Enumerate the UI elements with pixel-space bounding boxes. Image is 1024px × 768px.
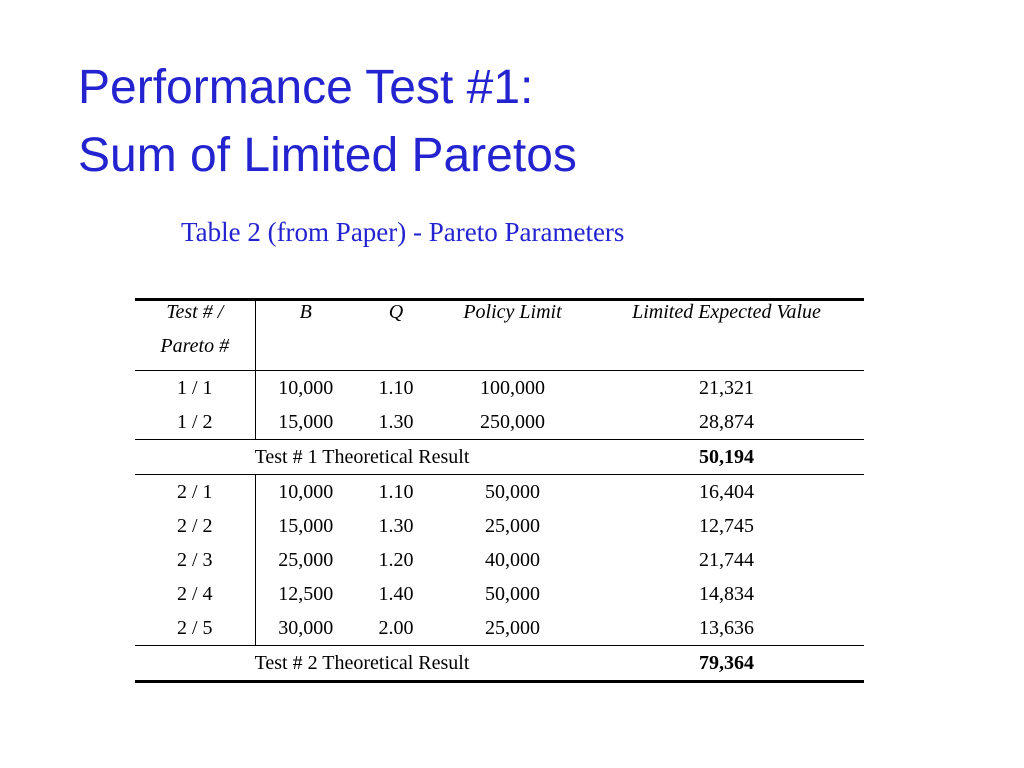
cell-b: 30,000 — [278, 616, 334, 639]
header-policy-limit: Policy Limit — [463, 301, 562, 323]
cell-lev: 12,745 — [699, 514, 754, 537]
header-q: Q — [388, 301, 404, 323]
header-b: B — [299, 301, 312, 323]
cell-q: 1.30 — [378, 410, 414, 433]
cell-test-id: 2 / 3 — [135, 543, 255, 577]
cell-policy-limit: 25,000 — [485, 616, 540, 639]
cell-q: 1.30 — [378, 514, 414, 537]
result-value: 79,364 — [589, 646, 864, 682]
table-row — [135, 509, 864, 543]
table-row — [135, 405, 864, 440]
cell-test-id: 2 / 2 — [135, 509, 255, 543]
cell-q: 1.10 — [356, 371, 436, 406]
table-row — [135, 577, 864, 611]
cell-q: 1.20 — [378, 548, 414, 571]
cell-b: 25,000 — [278, 548, 334, 571]
result-label: Test # 1 Theoretical Result — [135, 440, 589, 475]
header-test-line-2: Pareto # — [135, 335, 255, 371]
result-row-test-2 — [135, 646, 864, 682]
cell-lev: 13,636 — [699, 616, 754, 639]
cell-b: 10,000 — [255, 475, 356, 510]
slide-title — [78, 54, 577, 190]
cell-b: 10,000 — [255, 371, 356, 406]
cell-lev: 28,874 — [699, 410, 754, 433]
cell-test-id: 2 / 4 — [135, 577, 255, 611]
table-caption: Table 2 (from Paper) - Pareto Parameters — [181, 217, 625, 247]
result-value: 50,194 — [589, 440, 864, 475]
table-row — [135, 475, 864, 510]
cell-q: 2.00 — [378, 616, 414, 639]
slide-title-line-1: Performance Test #1: — [78, 61, 534, 114]
table-body — [135, 371, 864, 682]
result-row-test-1 — [135, 440, 864, 475]
cell-test-id: 2 / 5 — [135, 611, 255, 646]
cell-policy-limit: 50,000 — [436, 475, 589, 510]
cell-policy-limit: 50,000 — [485, 582, 540, 605]
table-row — [135, 611, 864, 646]
header-row — [135, 300, 864, 336]
header-test-line-1: Test # / — [135, 300, 255, 336]
cell-policy-limit: 25,000 — [485, 514, 540, 537]
cell-b: 15,000 — [278, 410, 334, 433]
pareto-parameters-table — [135, 298, 864, 683]
cell-lev: 16,404 — [589, 475, 864, 510]
header-limited-expected-value: Limited Expected Value — [632, 301, 821, 323]
cell-q: 1.40 — [378, 582, 414, 605]
cell-lev: 21,321 — [589, 371, 864, 406]
cell-b: 12,500 — [278, 582, 334, 605]
cell-lev: 14,834 — [699, 582, 754, 605]
result-label: Test # 2 Theoretical Result — [135, 646, 589, 682]
cell-b: 15,000 — [278, 514, 334, 537]
slide-title-line-2: Sum of Limited Paretos — [78, 129, 577, 182]
cell-policy-limit: 100,000 — [436, 371, 589, 406]
table-row — [135, 543, 864, 577]
table-header — [135, 300, 864, 371]
cell-q: 1.10 — [356, 475, 436, 510]
table-row — [135, 371, 864, 406]
cell-policy-limit: 250,000 — [480, 410, 545, 433]
cell-policy-limit: 40,000 — [485, 548, 540, 571]
cell-test-id: 1 / 1 — [135, 371, 255, 406]
cell-test-id: 1 / 2 — [135, 405, 255, 440]
cell-test-id: 2 / 1 — [135, 475, 255, 510]
cell-lev: 21,744 — [699, 548, 754, 571]
